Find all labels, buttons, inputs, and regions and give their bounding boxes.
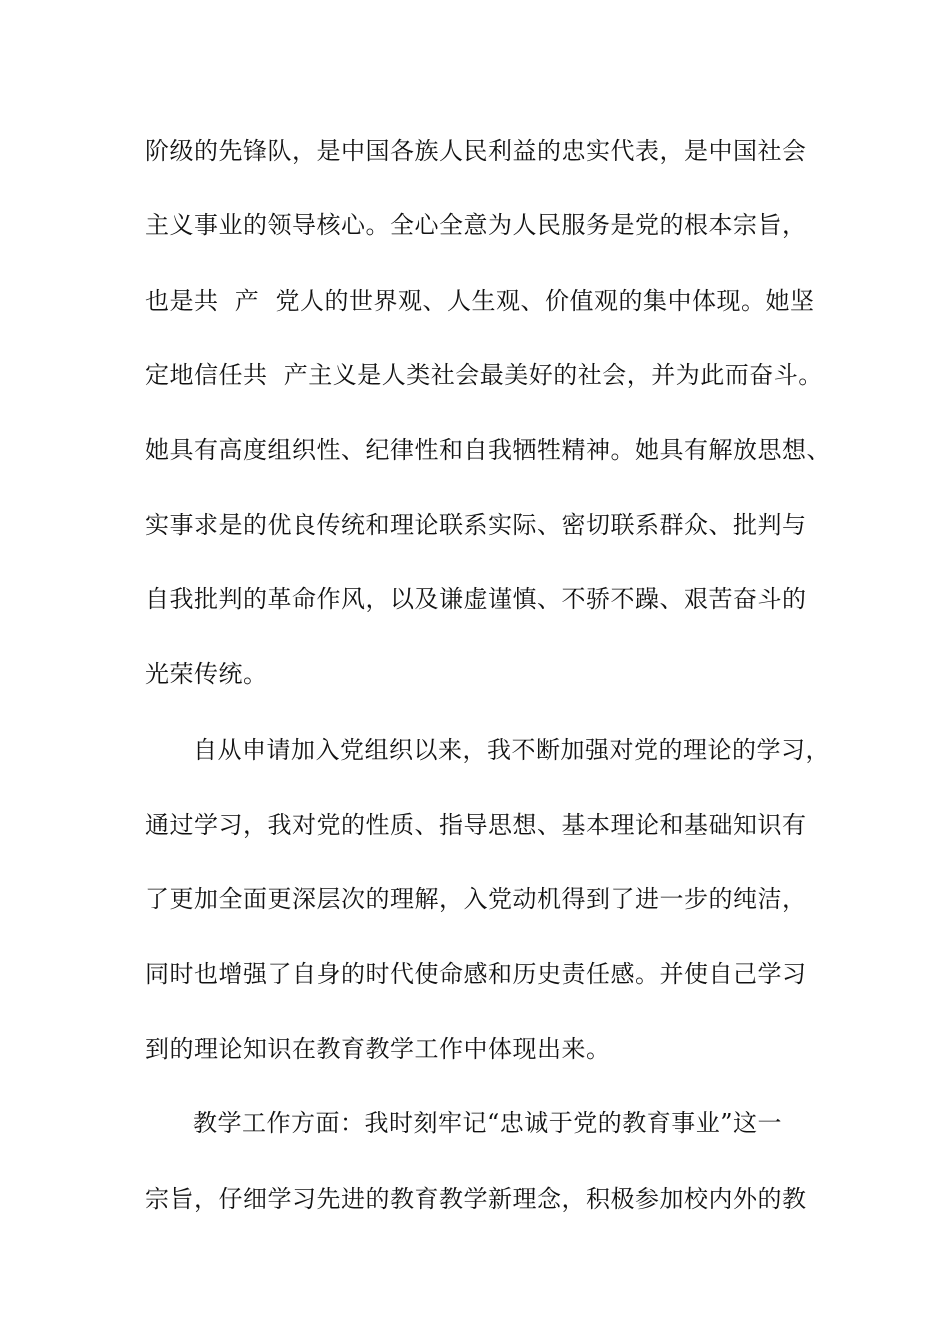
text-line: 宗旨，仔细学习先进的教育教学新理念，积极参加校内外的教 [145,1185,807,1213]
text-line: 光荣传统。 [145,660,268,688]
paragraph-first-line: 自从申请加入党组织以来，我不断加强对党的理论的学习， [193,736,830,764]
text-line: 通过学习，我对党的性质、指导思想、基本理论和基础知识有 [145,811,807,839]
text-line: 阶级的先锋队，是中国各族人民利益的忠实代表，是中国社会 [145,137,807,165]
text-line: 同时也增强了自身的时代使命感和历史责任感。并使自己学习 [145,960,807,988]
text-line: 她具有高度组织性、纪律性和自我牺牲精神。她具有解放思想、 [145,436,831,464]
paragraph-first-line: 教学工作方面：我时刻牢记“忠诚于党的教育事业”这一 [193,1109,783,1137]
text-line: 到的理论知识在教育教学工作中体现出来。 [145,1035,611,1063]
text-line: 自我批判的革命作风，以及谦虚谨慎、不骄不躁、艰苦奋斗的 [145,585,807,613]
text-line: 了更加全面更深层次的理解，入党动机得到了进一步的纯洁， [145,885,807,913]
text-line: 实事求是的优良传统和理论联系实际、密切联系群众、批判与 [145,511,807,539]
text-line: 也是共 产 党人的世界观、人生观、价值观的集中体现。她坚 [145,287,815,315]
text-line: 主义事业的领导核心。全心全意为人民服务是党的根本宗旨， [145,211,807,239]
text-line: 定地信任共 产主义是人类社会最美好的社会，并为此而奋斗。 [145,361,823,389]
